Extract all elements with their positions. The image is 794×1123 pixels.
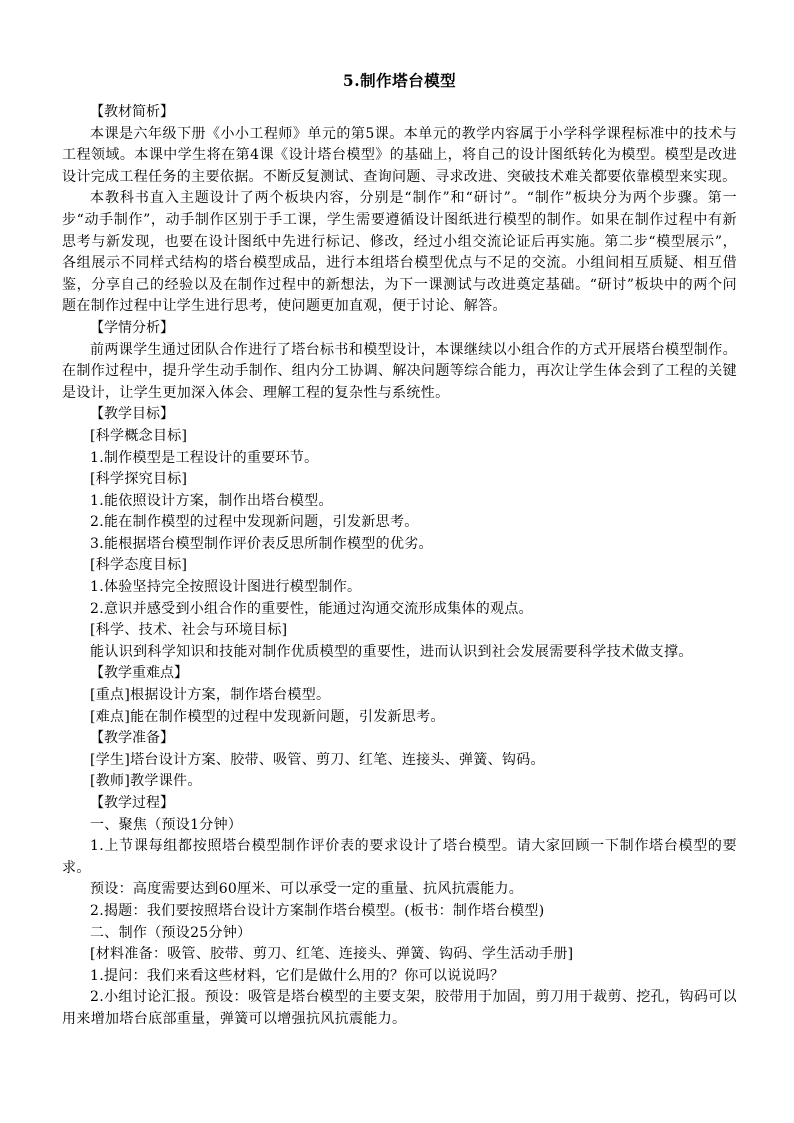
goal-category: [科学概念目标] xyxy=(90,427,188,444)
section-heading-student-analysis: 【学情分析】 xyxy=(90,319,174,336)
section-heading-teaching-process: 【教学过程】 xyxy=(90,795,174,811)
paragraph: 本课是六年级下册《小小工程师》单元的第5课。本单元的教学内容属于小学科学课程标准中的技术与工程领域。本课中学生将在第4课《设计塔台模型》的基础上，将自己的设计图纸转化为模型。模型是改进设计完成工程任务的主要依据。不断反复测试、查询问题、寻求改进、突破技术难关都要依靠模型来实现。 xyxy=(62,125,737,185)
goal-item: 1.制作模型是工程设计的重要环节。 xyxy=(90,449,319,466)
process-item: 2.小组讨论汇报。预设：吸管是塔台模型的主要支架，胶带用于加固，剪刀用于裁剪、挖孔，钩码可以用来增加塔台底部重量，弹簧可以增强抗风抗震能力。 xyxy=(62,989,737,1027)
goal-item: 1.能依照设计方案，制作出塔台模型。 xyxy=(90,492,333,509)
goal-item: 1.体验坚持完全按照设计图进行模型制作。 xyxy=(90,579,362,596)
section-heading-key-points: 【教学重难点】 xyxy=(90,665,188,682)
key-point-item: [重点]根据设计方案，制作塔台模型。 xyxy=(90,687,331,704)
process-item: 1.提问：我们来看这些材料，它们是做什么用的？你可以说说吗？ xyxy=(90,967,505,984)
preparation-item: [学生]塔台设计方案、胶带、吸管、剪刀、红笔、连接头、弹簧、钩码。 xyxy=(90,751,545,768)
paragraph: 前两课学生通过团队合作进行了塔台标书和模型设计，本课继续以小组合作的方式开展塔台模型制作。在制作过程中，提升学生动手制作、组内分工协调、解决问题等综合能力，再次让学生体会到了工程的关键是设计，让学生更加深入体会、理解工程的复杂性与系统性。 xyxy=(62,341,737,401)
process-step-heading: 二、制作（预设25分钟） xyxy=(90,924,252,941)
goal-item: 2.能在制作模型的过程中发现新问题，引发新思考。 xyxy=(90,514,419,531)
document-page xyxy=(62,70,737,1031)
goal-item: 2.意识并感受到小组合作的重要性，能通过沟通交流形成集体的观点。 xyxy=(90,600,533,617)
section-heading-textbook-analysis: 【教材简析】 xyxy=(90,104,174,120)
paragraph: 本教科书直入主题设计了两个板块内容，分别是“制作”和“研讨”。“制作”板块分为两个步骤。第一步“动手制作”，动手制作区别于手工课，学生需要遵循设计图纸进行模型的制作。如果在制作过程中有新思考与新发现，也要在设计图纸中先进行标记、修改，经过小组交流论证后再实施。第二步“模型展示”，各组展示不同样式结构的塔台模型成品，进行本组塔台模型优点与不足的交流。小组间相互质疑、相互借鉴，分享自己的经验以及在制作过程中的新想法，为下一课测试与改进奠定基础。“研讨”板块中的两个问题在制作过程中让学生进行思考，使问题更加直观，便于讨论、解答。 xyxy=(62,190,737,315)
section-heading-preparation: 【教学准备】 xyxy=(90,730,174,747)
process-item: 预设：高度需要达到60厘米、可以承受一定的重量、抗风抗震能力。 xyxy=(90,881,524,898)
process-item: 1.上节课每组都按照塔台模型制作评价表的要求设计了塔台模型。请大家回顾一下制作塔台模型的要求。 xyxy=(62,838,737,876)
section-heading-teaching-goals: 【教学目标】 xyxy=(90,406,174,423)
process-step-heading: 一、聚焦（预设1分钟） xyxy=(90,816,243,833)
goal-category: [科学、技术、社会与环境目标] xyxy=(90,622,288,639)
preparation-item: [教师]教学课件。 xyxy=(90,773,202,790)
goal-item: 3.能根据塔台模型制作评价表反思所制作模型的优劣。 xyxy=(90,535,433,552)
goal-item: 能认识到科学知识和技能对制作优质模型的重要性，进而认识到社会发展需要科学技术做支撑。 xyxy=(90,643,693,660)
process-item: [材料准备：吸管、胶带、剪刀、红笔、连接头、弹簧、钩码、学生活动手册] xyxy=(90,946,574,963)
key-point-item: [难点]能在制作模型的过程中发现新问题，引发新思考。 xyxy=(90,708,445,725)
document-title: 5.制作塔台模型 xyxy=(342,71,457,90)
goal-category: [科学态度目标] xyxy=(90,557,188,574)
process-item: 2.揭题：我们要按照塔台设计方案制作塔台模型。(板书：制作塔台模型) xyxy=(90,902,545,919)
goal-category: [科学探究目标] xyxy=(90,471,188,488)
